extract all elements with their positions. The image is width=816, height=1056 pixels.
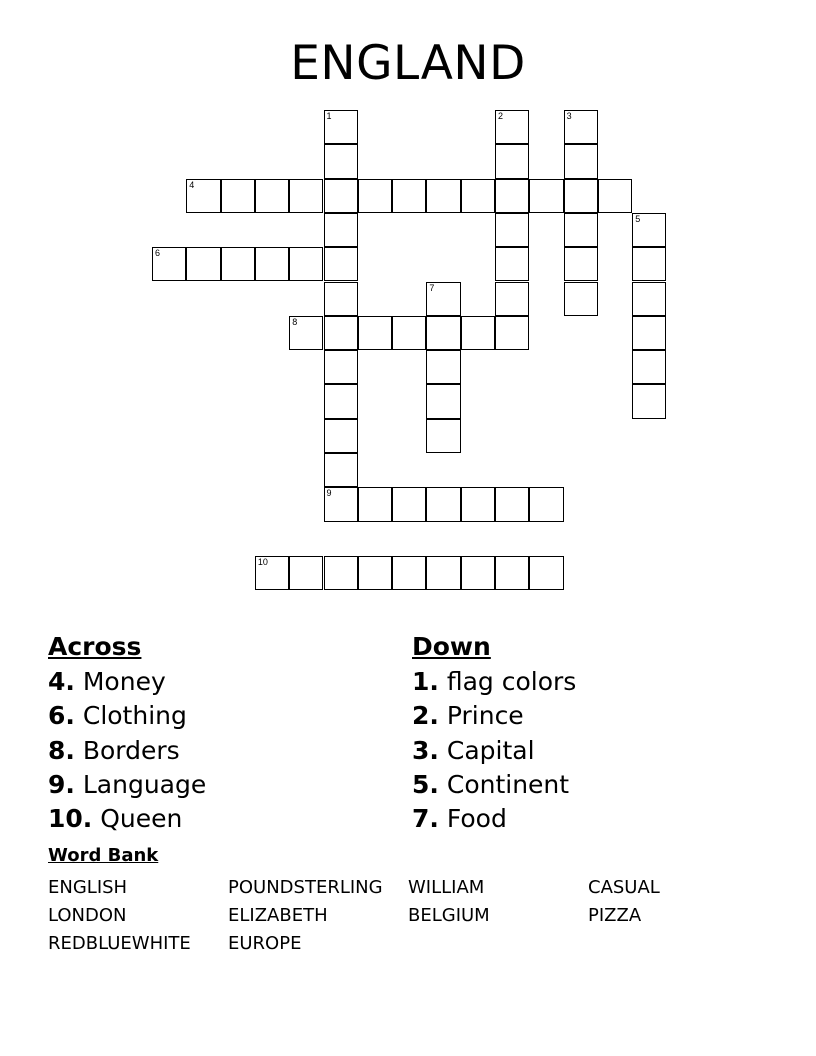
crossword-cell[interactable] [426,556,460,590]
crossword-cell[interactable] [324,384,358,418]
clue-number: 9 [326,488,332,499]
crossword-cell[interactable] [495,179,529,213]
down-heading: Down [412,632,491,661]
word-bank-item: PIZZA [588,905,642,926]
clue-number: 8 [292,316,298,327]
crossword-cell[interactable] [255,247,289,281]
crossword-cell[interactable] [495,110,529,144]
crossword-cell[interactable] [461,556,495,590]
crossword-cell[interactable] [495,282,529,316]
crossword-cell[interactable] [564,110,598,144]
crossword-cell[interactable] [495,316,529,350]
across-heading: Across [48,632,142,661]
crossword-cell[interactable] [358,179,392,213]
word-bank [48,874,768,958]
clue-number: 4 [189,179,195,190]
word-bank-item: WILLIAM [408,877,485,898]
crossword-cell[interactable] [255,556,289,590]
crossword-cell[interactable] [358,487,392,521]
crossword-cell[interactable] [564,179,598,213]
word-bank-item: ELIZABETH [228,905,328,926]
crossword-cell[interactable] [426,316,460,350]
crossword-cell[interactable] [426,282,460,316]
down-clues [412,665,576,836]
crossword-cell[interactable] [221,179,255,213]
crossword-cell[interactable] [324,213,358,247]
crossword-cell[interactable] [529,179,563,213]
crossword-cell[interactable] [324,247,358,281]
word-bank-heading: Word Bank [48,845,159,866]
crossword-cell[interactable] [564,213,598,247]
crossword-cell[interactable] [324,350,358,384]
crossword-cell[interactable] [495,487,529,521]
puzzle-title: ENGLAND [290,36,526,91]
clue-number: 3 [566,111,572,121]
crossword-cell[interactable] [324,144,358,178]
clue-number: 1 [326,111,332,121]
crossword-cell[interactable] [632,316,666,350]
crossword-cell[interactable] [392,316,426,350]
across-clues [48,665,206,836]
crossword-cell[interactable] [358,556,392,590]
word-bank-item: EUROPE [228,933,302,954]
word-bank-item: POUNDSTERLING [228,877,383,898]
word-bank-item: LONDON [48,905,127,926]
clue-down-3: 3. Capital [412,735,535,765]
clue-number: 7 [429,282,435,293]
crossword-cell[interactable] [324,179,358,213]
clue-across-8: 8. Borders [48,735,180,765]
clue-across-9: 9. Language [48,769,207,799]
clue-number: 5 [635,213,641,224]
crossword-cell[interactable] [495,213,529,247]
crossword-cell[interactable] [324,419,358,453]
crossword-cell[interactable] [564,282,598,316]
clue-down-2: 2. Prince [412,701,524,731]
crossword-cell[interactable] [426,487,460,521]
crossword-cell[interactable] [392,179,426,213]
clue-across-4: 4. Money [48,667,166,696]
crossword-cell[interactable] [426,419,460,453]
word-bank-item: CASUAL [588,877,660,898]
crossword-cell[interactable] [324,487,358,521]
clue-number: 10 [257,556,268,567]
crossword-cell[interactable] [495,247,529,281]
crossword-cell[interactable] [564,247,598,281]
crossword-cell[interactable] [324,556,358,590]
crossword-cell[interactable] [598,179,632,213]
crossword-cell[interactable] [632,282,666,316]
crossword-cell[interactable] [529,556,563,590]
crossword-cell[interactable] [221,247,255,281]
crossword-cell[interactable] [461,487,495,521]
crossword-cell[interactable] [632,213,666,247]
crossword-cell[interactable] [186,247,220,281]
crossword-cell[interactable] [426,384,460,418]
crossword-cell[interactable] [289,556,323,590]
crossword-cell[interactable] [392,487,426,521]
crossword-cell[interactable] [495,144,529,178]
clue-number: 6 [155,248,161,259]
clue-across-10: 10. Queen [48,804,183,834]
crossword-cell[interactable] [324,453,358,487]
crossword-cell[interactable] [324,110,358,144]
crossword-cell[interactable] [255,179,289,213]
crossword-cell[interactable] [495,556,529,590]
crossword-cell[interactable] [186,179,220,213]
clue-down-7: 7. Food [412,804,507,834]
crossword-cell[interactable] [289,179,323,213]
clue-down-5: 5. Continent [412,769,570,799]
crossword-cell[interactable] [152,247,186,281]
crossword-cell[interactable] [632,350,666,384]
crossword-cell[interactable] [358,316,392,350]
word-bank-item: ENGLISH [48,877,128,898]
clue-down-1: 1. flag colors [412,667,577,696]
crossword-cell[interactable] [392,556,426,590]
crossword-cell[interactable] [289,247,323,281]
clue-across-6: 6. Clothing [48,701,187,731]
crossword-cell[interactable] [426,350,460,384]
word-bank-item: BELGIUM [408,905,490,926]
crossword-cell[interactable] [564,144,598,178]
clue-number: 2 [498,111,504,121]
crossword-cell[interactable] [632,384,666,418]
crossword-cell[interactable] [426,179,460,213]
crossword-cell[interactable] [529,487,563,521]
word-bank-item: REDBLUEWHITE [48,933,191,954]
crossword-cell[interactable] [324,316,358,350]
crossword-cell[interactable] [632,247,666,281]
crossword-cell[interactable] [289,316,323,350]
crossword-cell[interactable] [461,179,495,213]
crossword-cell[interactable] [461,316,495,350]
crossword-cell[interactable] [324,282,358,316]
